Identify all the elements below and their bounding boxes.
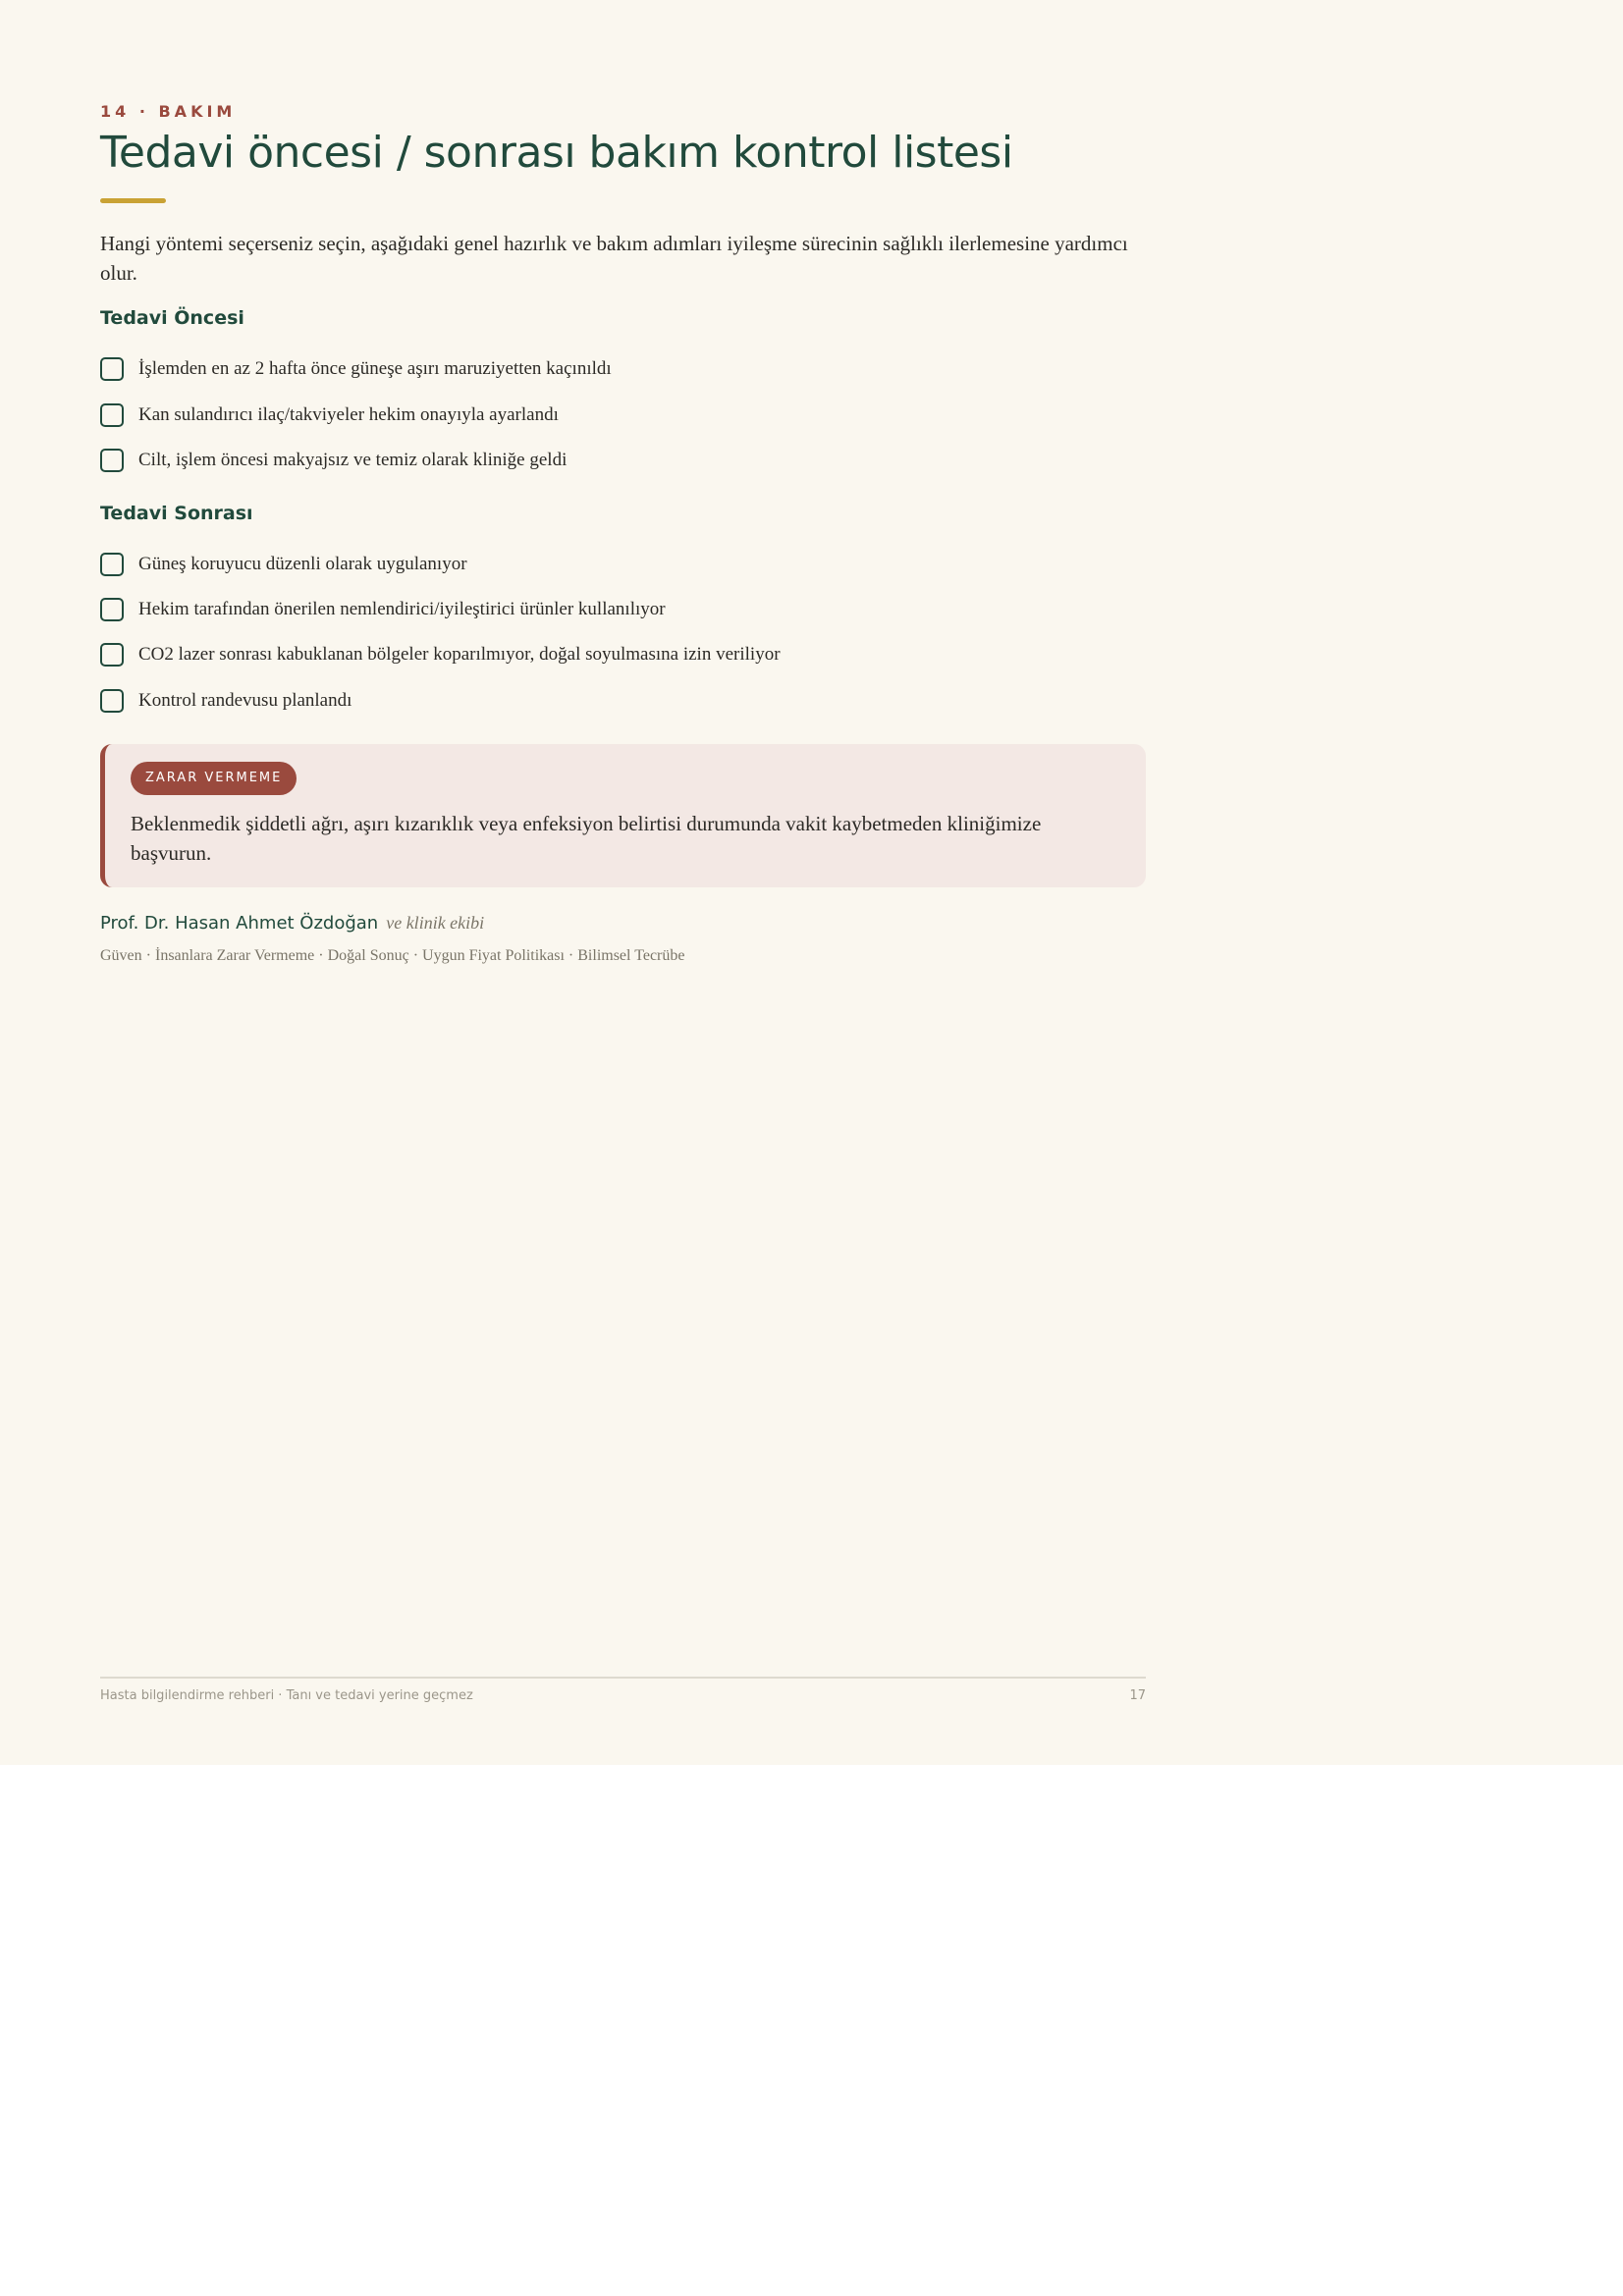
page-number: 17 (1129, 1688, 1146, 1703)
checkbox[interactable] (100, 553, 124, 576)
after-heading: Tedavi Sonrası (100, 503, 253, 524)
checkbox[interactable] (100, 598, 124, 621)
checkbox[interactable] (100, 357, 124, 381)
checklist-label: CO2 lazer sonrası kabuklanan bölgeler koparılmıyor, doğal soyulmasına izin veriliyor (138, 644, 781, 665)
checklist-label: İşlemden en az 2 hafta önce güneşe aşırı maruziyetten kaçınıldı (138, 358, 612, 379)
author-line (100, 913, 484, 934)
checklist-item[interactable] (100, 688, 352, 714)
checklist-label: Güneş koruyucu düzenli olarak uygulanıyor (138, 554, 467, 574)
checklist-label: Kontrol randevusu planlandı (138, 690, 352, 711)
checklist-item[interactable] (100, 402, 559, 428)
title-underline (100, 198, 166, 203)
section-eyebrow: 14 · BAKIM (100, 102, 237, 121)
author-team: ve klinik ekibi (386, 913, 485, 933)
checklist-label: Hekim tarafından önerilen nemlendirici/iyileştirici ürünler kullanılıyor (138, 599, 666, 619)
checklist-item[interactable] (100, 552, 467, 577)
footer-divider (100, 1677, 1146, 1679)
intro-paragraph: Hangi yöntemi seçerseniz seçin, aşağıdaki genel hazırlık ve bakım adımları iyileşme sürecinin sağlıklı ilerlemesine yardımcı olur. (100, 232, 1128, 285)
warning-callout (100, 744, 1146, 887)
checklist-item[interactable] (100, 356, 612, 382)
footer-note: Hasta bilgilendirme rehberi · Tanı ve tedavi yerine geçmez (100, 1688, 473, 1703)
clinic-values: Güven · İnsanlara Zarar Vermeme · Doğal Sonuç · Uygun Fiyat Politikası · Bilimsel Tecrübe (100, 947, 685, 964)
author-name: Prof. Dr. Hasan Ahmet Özdoğan (100, 913, 379, 934)
page-title: Tedavi öncesi / sonrası bakım kontrol listesi (100, 128, 1013, 178)
checkbox[interactable] (100, 449, 124, 472)
checklist-item[interactable] (100, 448, 567, 473)
checklist-label: Kan sulandırıcı ilaç/takviyeler hekim onayıyla ayarlandı (138, 404, 559, 425)
checkbox[interactable] (100, 403, 124, 427)
checkbox[interactable] (100, 643, 124, 667)
checklist-label: Cilt, işlem öncesi makyajsız ve temiz olarak kliniğe geldi (138, 450, 568, 470)
checklist-item[interactable] (100, 597, 666, 622)
before-heading: Tedavi Öncesi (100, 307, 244, 329)
warning-badge: ZARAR VERMEME (131, 762, 297, 795)
warning-text: Beklenmedik şiddetli ağrı, aşırı kızarıklık veya enfeksiyon belirtisi durumunda vakit kaybetmeden kliniğimize başvurun. (131, 812, 1042, 865)
checklist-item[interactable] (100, 642, 781, 667)
checkbox[interactable] (100, 689, 124, 713)
